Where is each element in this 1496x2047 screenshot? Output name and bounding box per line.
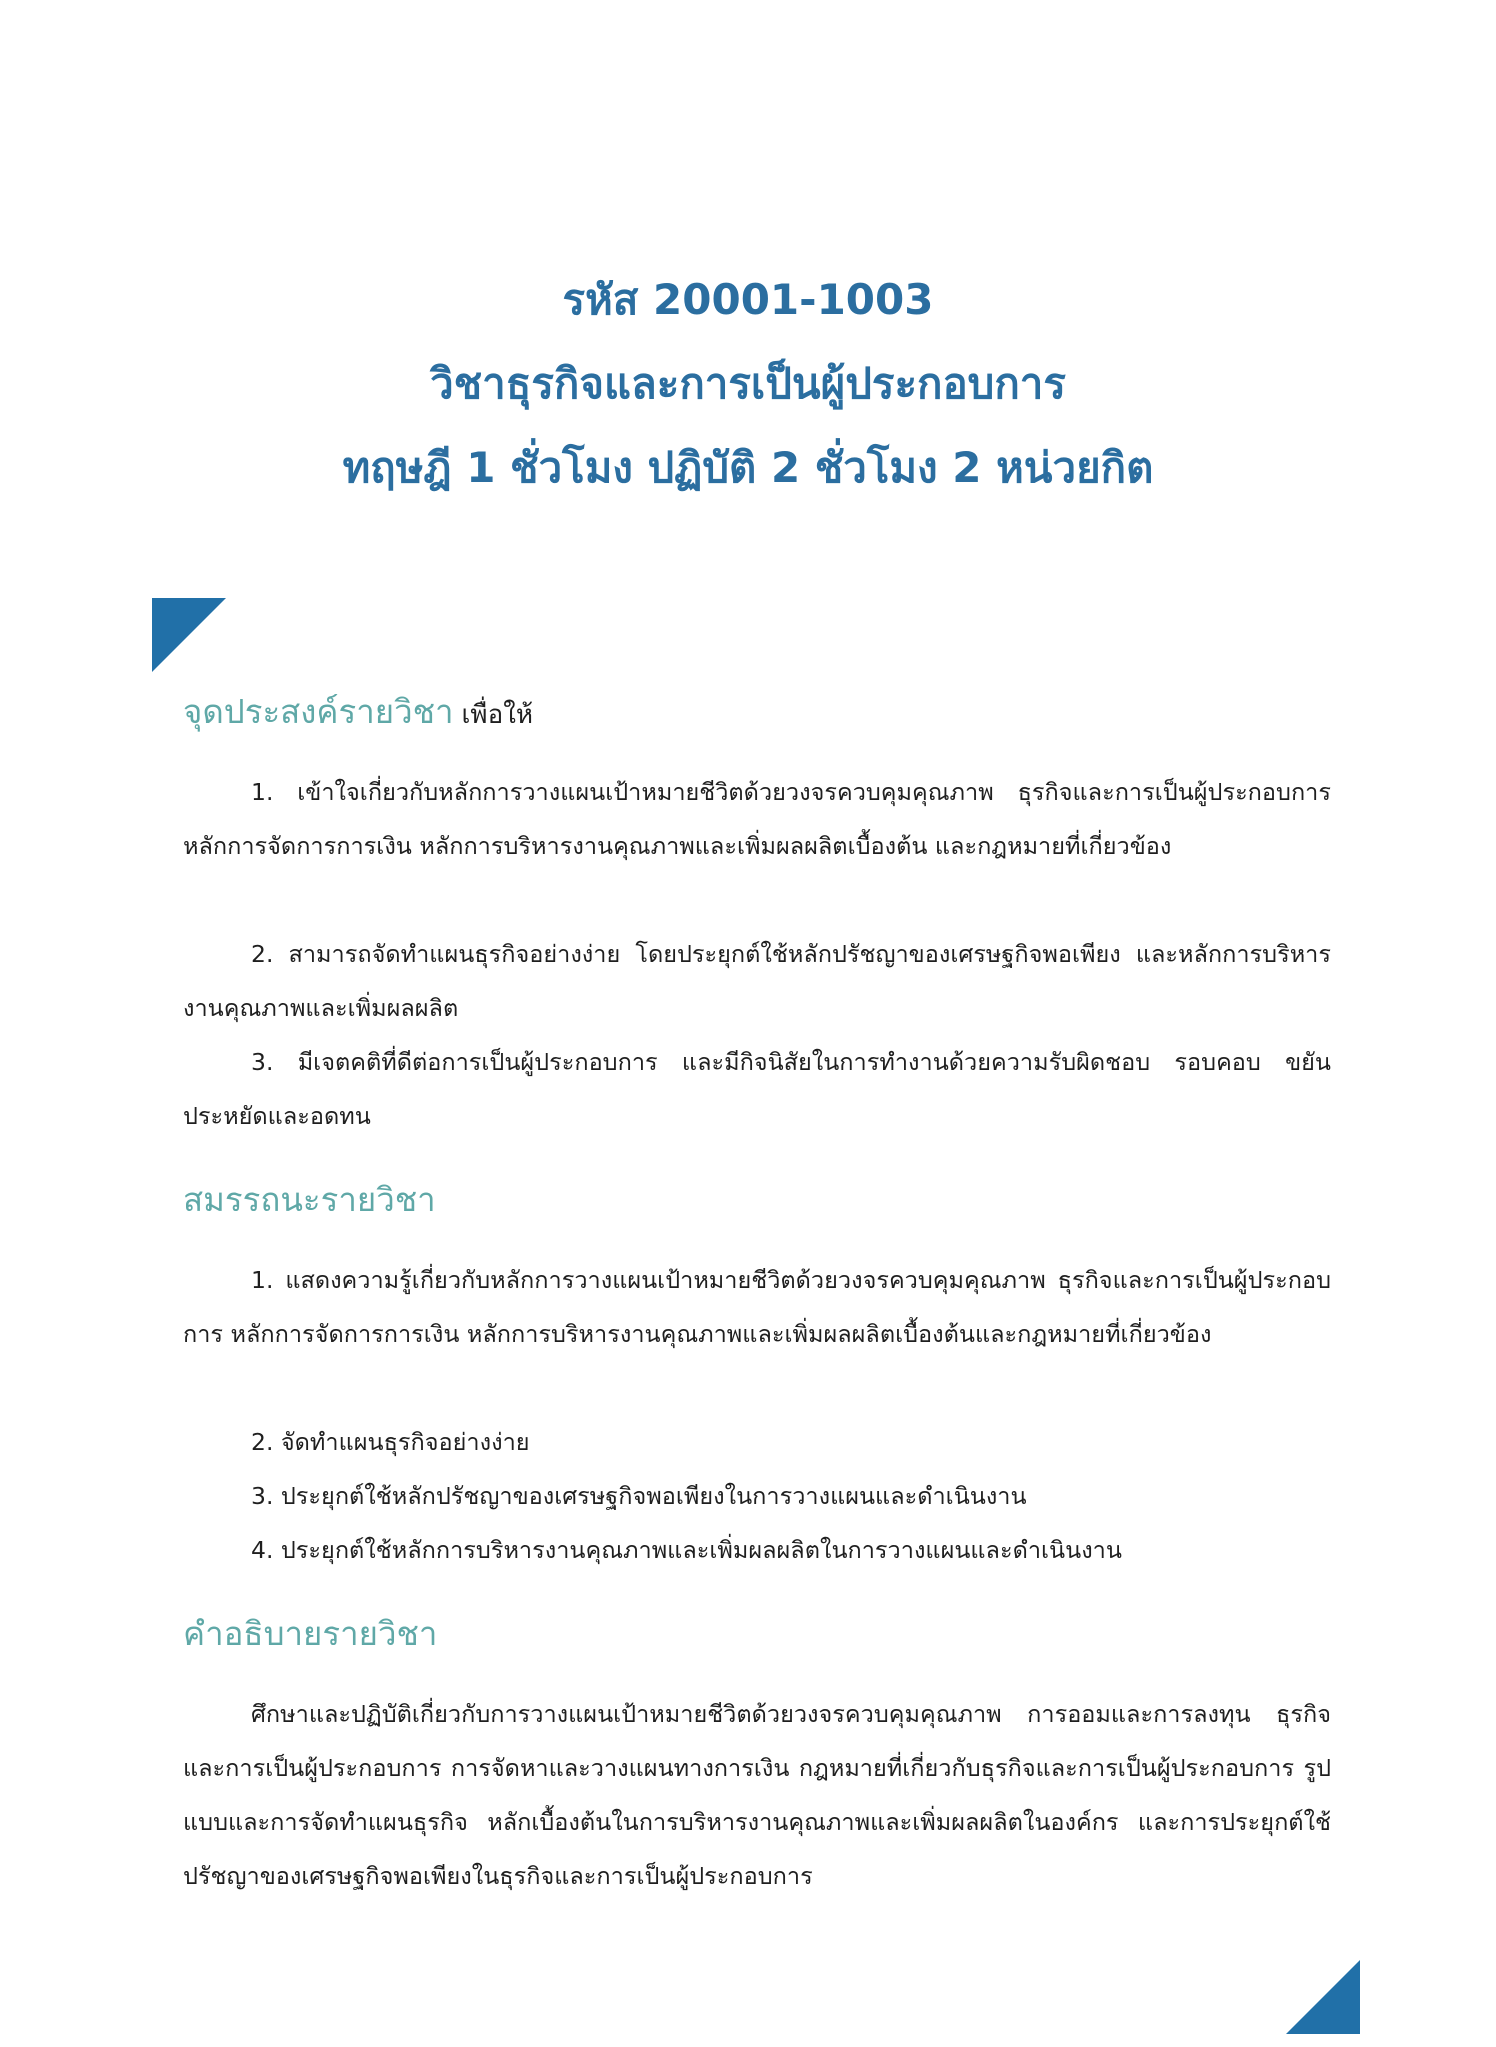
objective-item-3: 3. มีเจตคติที่ดีต่อการเป็นผู้ประกอบการ และมีกิจนิสัยในการทำงานด้วยความรับผิดชอบ รอบคอบ ขยัน ประหยัดและอดทน [183, 1048, 1331, 1130]
competency-item-3: 3. ประยุกต์ใช้หลักปรัชญาของเศรษฐกิจพอเพียงในการวางแผนและดำเนินงาน [251, 1482, 1027, 1510]
corner-triangle-decoration [152, 598, 226, 672]
competency-item-2: 2. จัดทำแผนธุรกิจอย่างง่าย [251, 1428, 530, 1456]
objectives-title: จุดประสงค์รายวิชา [183, 692, 454, 731]
objective-item-2: 2. สามารถจัดทำแผนธุรกิจอย่างง่าย โดยประยุกต์ใช้หลักปรัชญาของเศรษฐกิจพอเพียง และหลักการบริหารงานคุณภาพและเพิ่มผลผลิต [183, 940, 1331, 1022]
objectives-heading [183, 690, 533, 737]
description-heading [183, 1612, 437, 1656]
description-title: คำอธิบายรายวิชา [183, 1614, 438, 1653]
description-text: ศึกษาและปฏิบัติเกี่ยวกับการวางแผนเป้าหมายชีวิตด้วยวงจรควบคุมคุณภาพ การออมและการลงทุน ธุรกิจและการเป็นผู้ประกอบการ การจัดหาและวางแผนทางการเงิน กฎหมายที่เกี่ยวกับธุรกิจและการเป็นผู้ประกอบการ รูปแบบและการจัดทำแผนธุรกิจ หลักเบื้องต้นในการบริหารงานคุณภาพและเพิ่มผลผลิตในองค์กร และการประยุกต์ใช้ปรัชญาของเศรษฐกิจพอเพียงในธุรกิจและการเป็นผู้ประกอบการ [183, 1700, 1331, 1890]
competency-item-1: 1. แสดงความรู้เกี่ยวกับหลักการวางแผนเป้าหมายชีวิตด้วยวงจรควบคุมคุณภาพ ธุรกิจและการเป็นผู้ประกอบการ หลักการจัดการการเงิน หลักการบริหารงานคุณภาพและเพิ่มผลผลิตเบื้องต้นและกฎหมายที่เกี่ยวข้อง [183, 1266, 1331, 1348]
objectives-title-suffix: เพื่อให้ [461, 700, 534, 730]
course-code: รหัส 20001-1003 [562, 275, 934, 324]
course-name: วิชาธุรกิจและการเป็นผู้ประกอบการ [430, 359, 1066, 408]
course-hours: ทฤษฎี 1 ชั่วโมง ปฏิบัติ 2 ชั่วโมง 2 หน่วยกิต [342, 443, 1154, 492]
objective-item-1: 1. เข้าใจเกี่ยวกับหลักการวางแผนเป้าหมายชีวิตด้วยวงจรควบคุมคุณภาพ ธุรกิจและการเป็นผู้ประกอบการ หลักการจัดการการเงิน หลักการบริหารงานคุณภาพและเพิ่มผลผลิตเบื้องต้น และกฎหมายที่เกี่ยวข้อง [183, 778, 1331, 860]
course-header [0, 258, 1496, 510]
competencies-heading [183, 1178, 436, 1222]
competencies-title: สมรรถนะรายวิชา [183, 1180, 436, 1219]
corner-triangle-decoration-bottom [1286, 1960, 1360, 2034]
competency-item-4: 4. ประยุกต์ใช้หลักการบริหารงานคุณภาพและเพิ่มผลผลิตในการวางแผนและดำเนินงาน [251, 1536, 1122, 1564]
